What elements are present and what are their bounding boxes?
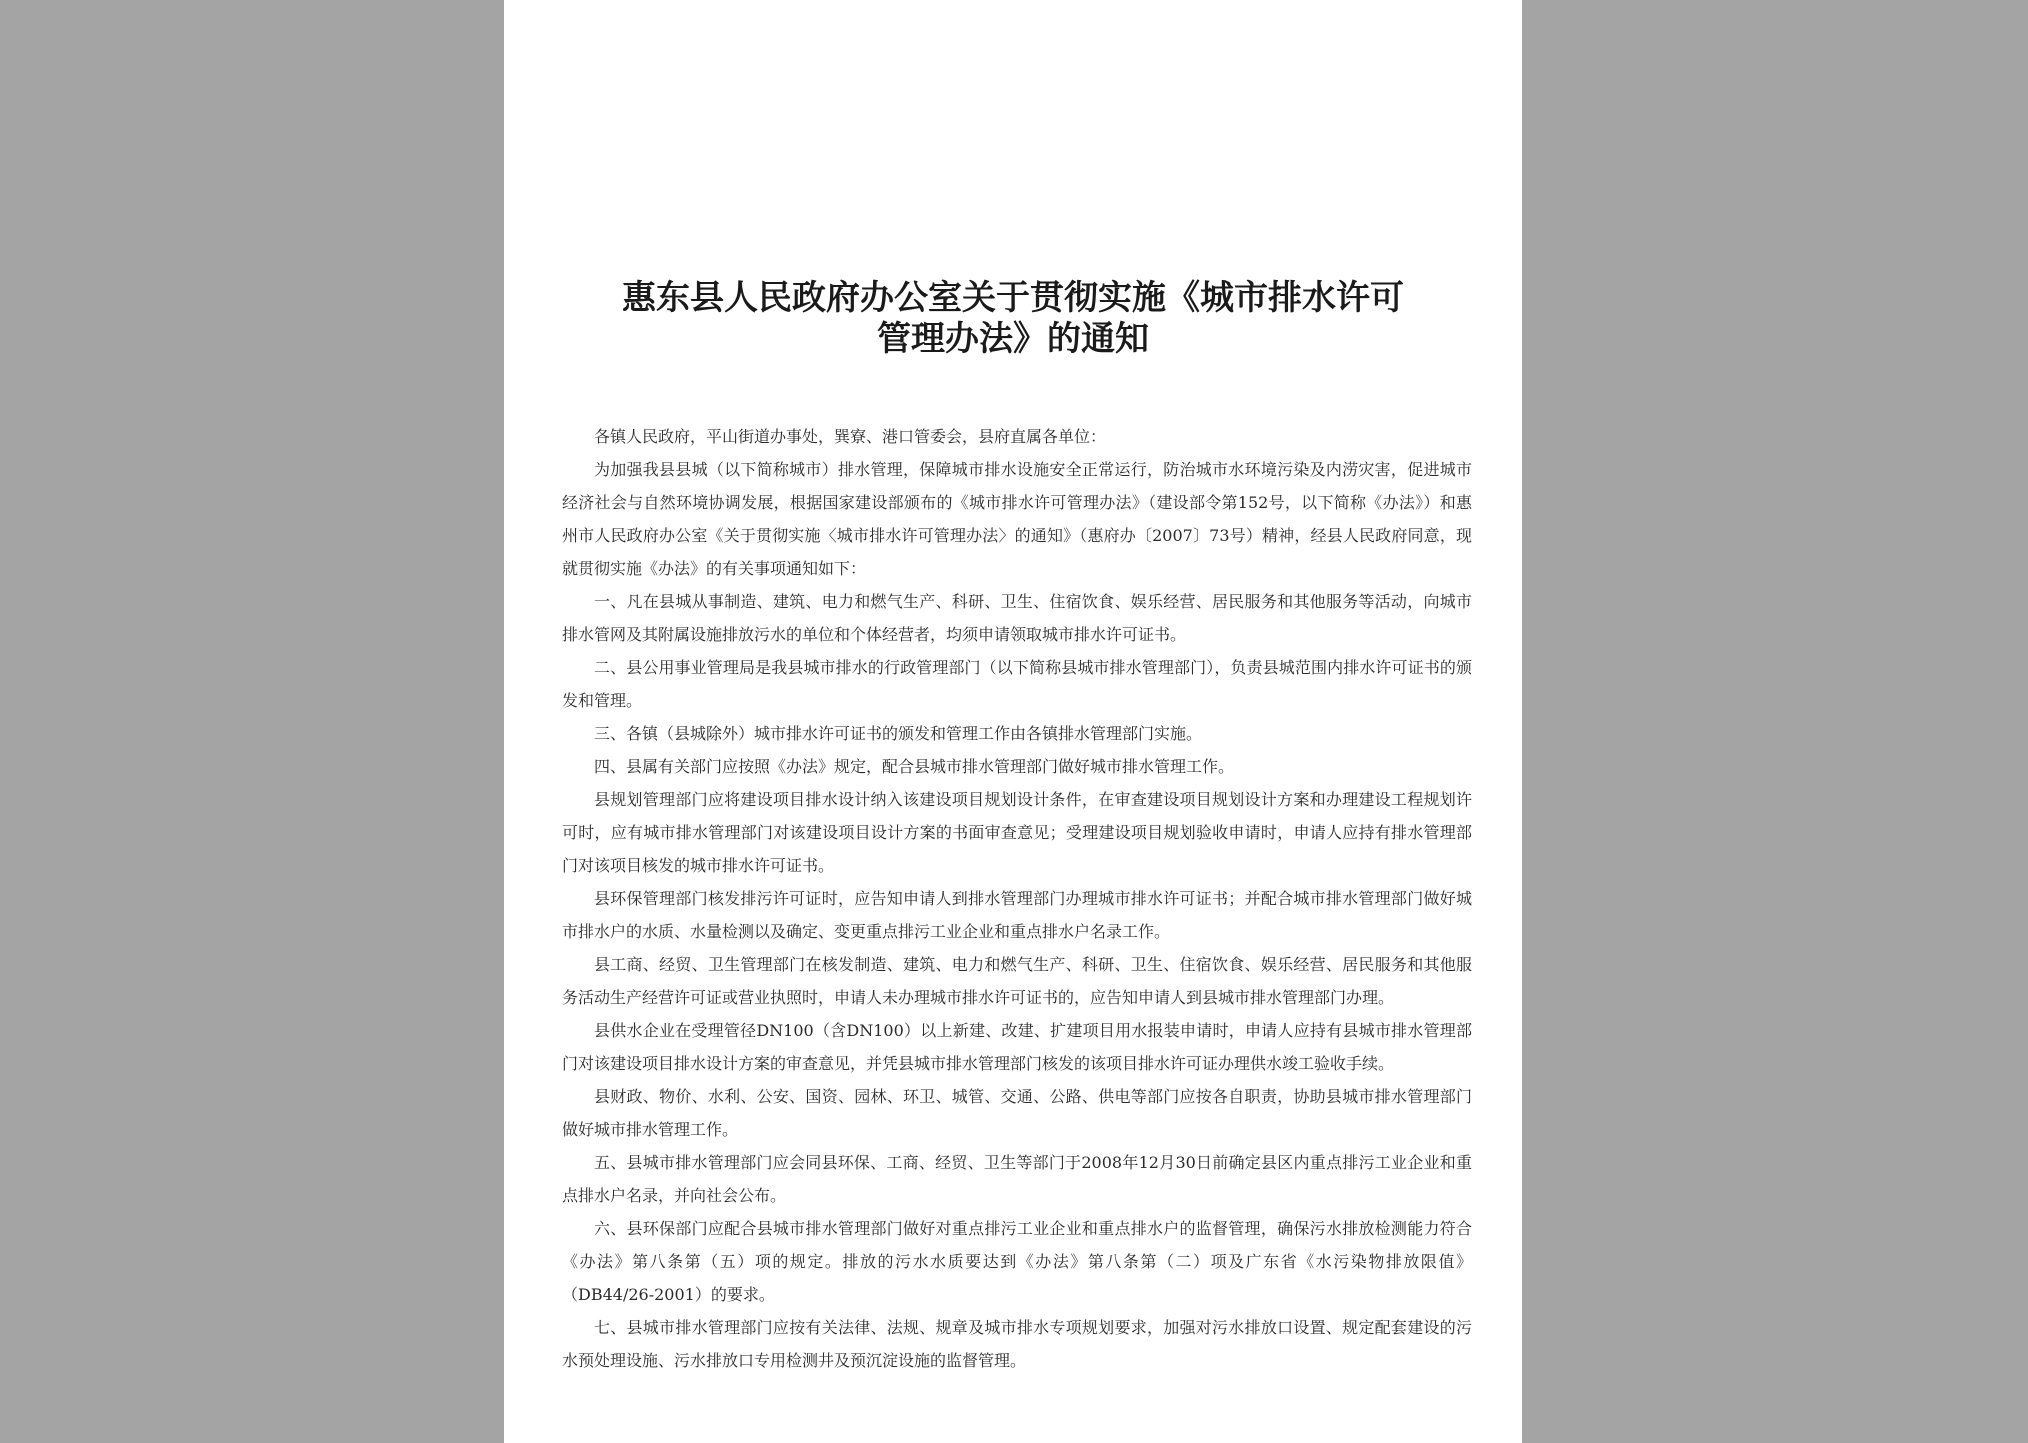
paragraph-intro: 为加强我县县城（以下简称城市）排水管理，保障城市排水设施安全正常运行，防治城市水环境污染及内涝灾害，促进城市经济社会与自然环境协调发展，根据国家建设部颁布的《城市排水许可管理办法》（建设部令第152号，以下简称《办法》）和惠州市人民政府办公室《关于贯彻实施〈城市排水许可管理办法〉的通知》（惠府办〔2007〕73号）精神，经县人民政府同意，现就贯彻实施《办法》的有关事项通知如下：: [562, 460, 1472, 578]
title-line-1: 惠东县人民政府办公室关于贯彻实施《城市排水许可: [622, 277, 1404, 318]
paragraph-item-5: 五、县城市排水管理部门应会同县环保、工商、经贸、卫生等部门于2008年12月30日前确定县区内重点排污工业企业和重点排水户名录，并向社会公布。: [562, 1153, 1472, 1205]
paragraph-item-6: 六、县环保部门应配合县城市排水管理部门做好对重点排污工业企业和重点排水户的监督管理，确保污水排放检测能力符合《办法》第八条第（五）项的规定。排放的污水水质要达到《办法》第八条第（二）项及广东省《水污染物排放限值》（DB44/26-2001）的要求。: [562, 1219, 1472, 1304]
salutation: 各镇人民政府，平山街道办事处，巽寮、港口管委会，县府直属各单位：: [594, 427, 1107, 446]
document-page: [504, 0, 1522, 1443]
paragraph-item-7: 七、县城市排水管理部门应按有关法律、法规、规章及城市排水专项规划要求，加强对污水排放口设置、规定配套建设的污水预处理设施、污水排放口专用检测井及预沉淀设施的监督管理。: [562, 1318, 1472, 1370]
paragraph-item-3: 三、各镇（县城除外）城市排水许可证书的颁发和管理工作由各镇排水管理部门实施。: [594, 724, 1203, 743]
paragraph-planning-dept: 县规划管理部门应将建设项目排水设计纳入该建设项目规划设计条件，在审查建设项目规划设计方案和办理建设工程规划许可时，应有城市排水管理部门对该建设项目设计方案的书面审查意见；受理建设项目规划验收申请时，申请人应持有排水管理部门对该项目核发的城市排水许可证书。: [562, 790, 1472, 875]
paragraph-other-depts: 县财政、物价、水利、公安、国资、园林、环卫、城管、交通、公路、供电等部门应按各自职责，协助县城市排水管理部门做好城市排水管理工作。: [562, 1087, 1472, 1139]
title-line-2: 管理办法》的通知: [877, 318, 1149, 359]
document-title: [504, 278, 1522, 360]
paragraph-item-1: 一、凡在县城从事制造、建筑、电力和燃气生产、科研、卫生、住宿饮食、娱乐经营、居民服务和其他服务等活动，向城市排水管网及其附属设施排放污水的单位和个体经营者，均须申请领取城市排水许可证书。: [562, 592, 1472, 644]
paragraph-environment-dept: 县环保管理部门核发排污许可证时，应告知申请人到排水管理部门办理城市排水许可证书；并配合城市排水管理部门做好城市排水户的水质、水量检测以及确定、变更重点排污工业企业和重点排水户名录工作。: [562, 889, 1472, 941]
document-body: [562, 420, 1472, 1377]
paragraph-item-4: 四、县属有关部门应按照《办法》规定，配合县城市排水管理部门做好城市排水管理工作。: [594, 757, 1235, 776]
paragraph-water-supply: 县供水企业在受理管径DN100（含DN100）以上新建、改建、扩建项目用水报装申请时，申请人应持有县城市排水管理部门对该建设项目排水设计方案的审查意见，并凭县城市排水管理部门核发的该项目排水许可证办理供水竣工验收手续。: [562, 1021, 1472, 1073]
paragraph-item-2: 二、县公用事业管理局是我县城市排水的行政管理部门（以下简称县城市排水管理部门），负责县城范围内排水许可证书的颁发和管理。: [562, 658, 1472, 710]
paragraph-commerce-dept: 县工商、经贸、卫生管理部门在核发制造、建筑、电力和燃气生产、科研、卫生、住宿饮食、娱乐经营、居民服务和其他服务活动生产经营许可证或营业执照时，申请人未办理城市排水许可证书的，应告知申请人到县城市排水管理部门办理。: [562, 955, 1472, 1007]
